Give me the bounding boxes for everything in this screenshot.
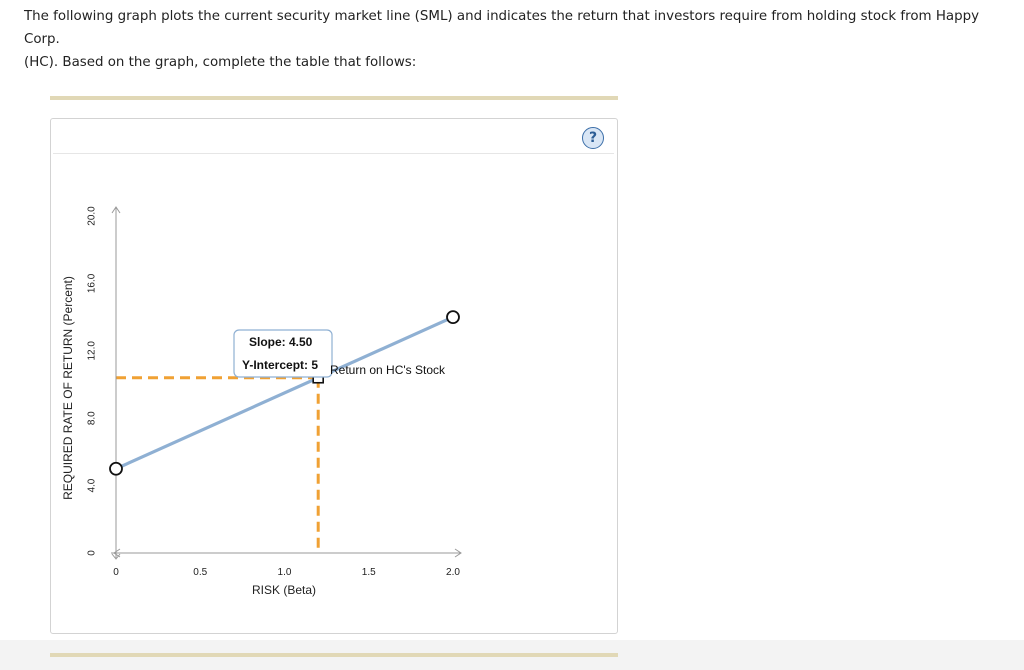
sml-end-point (447, 311, 459, 323)
y-tick-label: 4.0 (86, 478, 98, 493)
sml-start-point (110, 463, 122, 475)
y-tick-label: 16.0 (86, 273, 98, 294)
x-tick-label: 1.0 (277, 567, 292, 578)
callout-slope: Slope: 4.50 (249, 335, 313, 349)
x-tick-label: 1.5 (361, 567, 376, 578)
hc-return-annotation: Return on HC's Stock (330, 363, 446, 377)
bottom-divider (50, 653, 618, 657)
question-line-1: The following graph plots the current security market line (SML) and indicates the return that investors require from holding stock from Happy Corp. (24, 9, 980, 47)
y-tick-label: 20.0 (86, 206, 98, 226)
help-icon[interactable]: ? (582, 127, 604, 149)
x-tick-label: 0.5 (193, 567, 208, 578)
y-tick-label: 0 (86, 550, 98, 556)
question-line-2: (HC). Based on the graph, complete the table that follows: (24, 55, 417, 70)
callout-intercept: Y-Intercept: 5 (242, 358, 319, 372)
y-axis-title: REQUIRED RATE OF RETURN (Percent) (61, 276, 75, 500)
x-tick-label: 2.0 (446, 567, 460, 578)
y-tick-label: 12.0 (86, 341, 98, 361)
x-tick-label: 0 (113, 567, 119, 578)
x-axis-title: RISK (Beta) (251, 583, 317, 597)
y-tick-label: 8.0 (86, 411, 98, 426)
